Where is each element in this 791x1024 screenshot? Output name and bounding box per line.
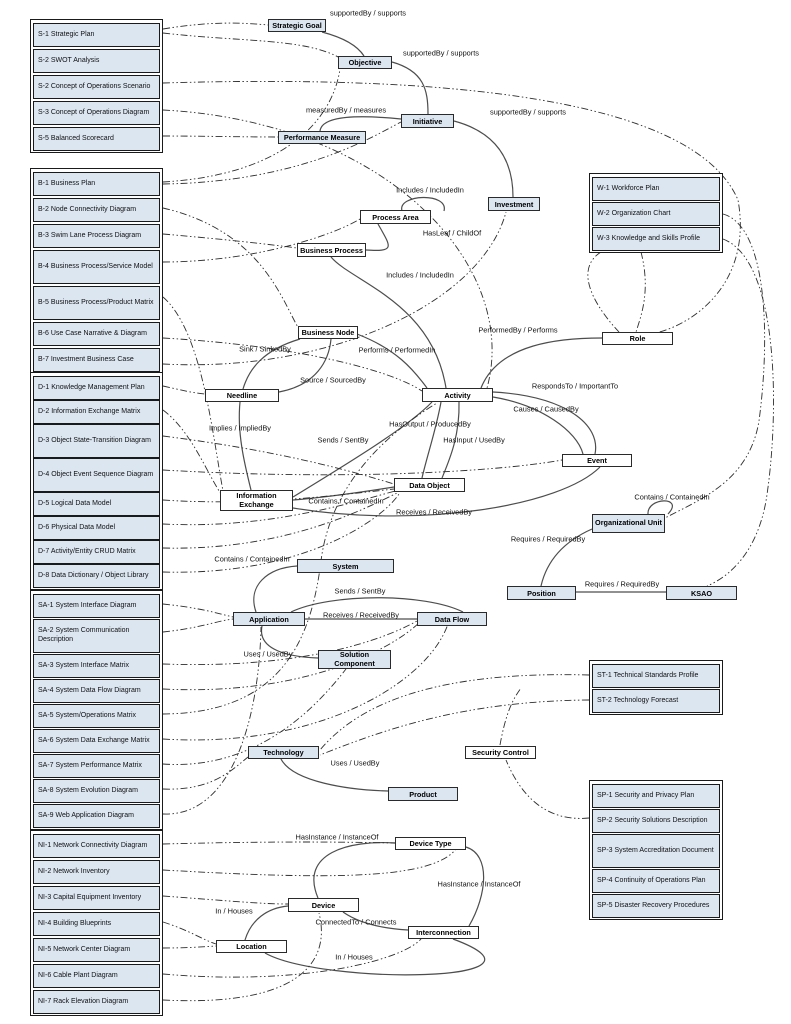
- edge-label: In / Houses: [335, 952, 373, 962]
- entity-business-process: Business Process: [297, 243, 366, 257]
- doc-box: NI-3 Capital Equipment Inventory: [33, 886, 160, 910]
- entity-business-node: Business Node: [298, 326, 358, 339]
- doc-box: S-2 Concept of Operations Scenario: [33, 75, 160, 99]
- doc-box: D-5 Logical Data Model: [33, 492, 160, 516]
- edge-label: Sends / SentBy: [334, 586, 386, 596]
- doclink: [163, 234, 297, 248]
- doc-group-security: [589, 780, 723, 920]
- edge-device-devicetype: [314, 843, 395, 898]
- doclink: [163, 386, 205, 394]
- entity-technology: Technology: [248, 746, 319, 759]
- entity-position: Position: [507, 586, 576, 600]
- doc-group-strategy: [30, 19, 163, 153]
- entity-interconnection: Interconnection: [408, 926, 479, 939]
- doclink: [163, 757, 248, 789]
- doc-box: B-3 Swim Lane Process Diagram: [33, 224, 160, 248]
- doc-box: NI-4 Building Blueprints: [33, 912, 160, 936]
- doc-box: W-1 Workforce Plan: [592, 177, 720, 201]
- edge-label: Contains / ContainedIn: [308, 496, 384, 506]
- doc-box: SP-5 Disaster Recovery Procedures: [592, 894, 720, 918]
- edge-label: Requires / RequiredBy: [510, 534, 586, 544]
- entity-solution-component: Solution Component: [318, 650, 391, 669]
- edge-label: Receives / ReceivedBy: [323, 610, 399, 620]
- edge-supports-goal-objective: [322, 32, 364, 56]
- doclink: [163, 69, 340, 182]
- entity-information-exchange: Information Exchange: [220, 490, 293, 511]
- doc-box: SA-8 System Evolution Diagram: [33, 779, 160, 803]
- edge-supports-objective-initiative: [392, 62, 428, 114]
- entity-application: Application: [233, 612, 305, 626]
- edge-label: HasInput / UsedBy: [443, 435, 505, 445]
- doc-box: NI-1 Network Connectivity Diagram: [33, 834, 160, 858]
- doc-box: SA-7 System Performance Matrix: [33, 754, 160, 778]
- doclink: [588, 252, 619, 332]
- doclink: [163, 621, 449, 740]
- doclink: [665, 214, 765, 518]
- edge-label: Uses / UsedBy: [330, 758, 380, 768]
- edge-hasleaf: [366, 224, 388, 250]
- doclink: [636, 252, 645, 332]
- doc-box: NI-2 Network Inventory: [33, 860, 160, 884]
- doc-box: SP-1 Security and Privacy Plan: [592, 784, 720, 808]
- entity-data-object: Data Object: [394, 478, 465, 492]
- doclink: [163, 460, 562, 475]
- edge-label: HasInstance / InstanceOf: [295, 832, 379, 842]
- edge-bn-activity: [357, 334, 427, 388]
- doc-box: D-7 Activity/Entity CRUD Matrix: [33, 540, 160, 564]
- doc-box: SA-5 System/Operations Matrix: [33, 704, 160, 728]
- edge-label: Receives / ReceivedBy: [396, 507, 472, 517]
- doclink: [163, 849, 456, 876]
- doclink: [320, 675, 589, 750]
- doc-box: SP-2 Security Solutions Description: [592, 809, 720, 833]
- doc-box: S-3 Concept of Operations Diagram: [33, 101, 160, 125]
- doc-group-network-infrastructure: [30, 830, 163, 1016]
- doclink: [163, 922, 216, 944]
- doc-group-standards: [589, 660, 723, 715]
- edge-label: supportedBy / supports: [489, 107, 567, 117]
- entity-activity: Activity: [422, 388, 493, 402]
- doclink: [163, 619, 233, 632]
- doc-box: ST-1 Technical Standards Profile: [592, 664, 720, 688]
- entity-system: System: [297, 559, 394, 573]
- entity-strategic-goal: Strategic Goal: [268, 19, 326, 32]
- doc-box: D-8 Data Dictionary / Object Library: [33, 564, 160, 588]
- edge-label: measuredBy / measures: [305, 105, 387, 115]
- edge-label: Sink / SinkedBy: [239, 344, 291, 354]
- doc-box: SA-9 Web Application Diagram: [33, 804, 160, 828]
- edge-location-interconnection: [265, 939, 485, 975]
- doc-box: ST-2 Technology Forecast: [592, 689, 720, 713]
- doc-box: D-2 Information Exchange Matrix: [33, 400, 160, 424]
- entity-location: Location: [216, 940, 287, 953]
- edge-label: HasLeaf / ChildOf: [422, 228, 482, 238]
- edge-label: Includes / IncludedIn: [396, 185, 464, 195]
- entity-performance-measure: Performance Measure: [278, 131, 366, 144]
- edge-label: Requires / RequiredBy: [584, 579, 660, 589]
- edge-label: PerformedBy / Performs: [478, 325, 558, 335]
- edge-label: Sends / SentBy: [317, 435, 369, 445]
- edge-label: HasInstance / InstanceOf: [437, 879, 521, 889]
- doc-box: D-3 Object State-Transition Diagram: [33, 424, 160, 458]
- doc-box: B-4 Business Process/Service Model: [33, 250, 160, 284]
- edge-label: supportedBy / supports: [329, 8, 407, 18]
- doclink: [163, 939, 421, 977]
- doclink: [163, 604, 233, 617]
- entity-objective: Objective: [338, 56, 392, 69]
- doclink: [163, 23, 268, 29]
- edge-label: Source / SourcedBy: [300, 375, 366, 385]
- doclink: [506, 760, 589, 818]
- edge-label: Uses / UsedBy: [243, 649, 293, 659]
- edge-label: In / Houses: [215, 906, 253, 916]
- doclink: [707, 239, 774, 586]
- doc-box: B-1 Business Plan: [33, 172, 160, 196]
- entity-event: Event: [562, 454, 632, 467]
- doclink: [320, 700, 589, 755]
- doclink: [163, 913, 321, 1001]
- doc-group-systems-applications: [30, 590, 163, 830]
- doclink: [163, 208, 299, 329]
- entity-ksao: KSAO: [666, 586, 737, 600]
- doc-group-business: [30, 168, 163, 374]
- doc-box: SA-6 System Data Exchange Matrix: [33, 729, 160, 753]
- edge-label: ConnectedTo / Connects: [315, 917, 397, 927]
- doc-box: B-6 Use Case Narrative & Diagram: [33, 322, 160, 346]
- edge-orgunit-selfloop: [648, 501, 672, 514]
- doc-box: S-2 SWOT Analysis: [33, 49, 160, 73]
- edge-label: Causes / CausedBy: [513, 404, 579, 414]
- doc-box: NI-7 Rack Elevation Diagram: [33, 990, 160, 1014]
- entity-device: Device: [288, 898, 359, 912]
- edge-activity-event-responds: [493, 392, 596, 454]
- doc-group-data: [30, 372, 163, 590]
- entity-device-type: Device Type: [395, 837, 466, 850]
- doc-group-workforce: [589, 173, 723, 253]
- entity-role: Role: [602, 332, 673, 345]
- entity-security-control: Security Control: [465, 746, 536, 759]
- entity-data-flow: Data Flow: [417, 612, 487, 626]
- edge-activity-dataobject-output: [422, 402, 441, 478]
- doc-box: B-2 Node Connectivity Diagram: [33, 198, 160, 222]
- edge-measures: [320, 117, 401, 131]
- doc-box: W-2 Organization Chart: [592, 202, 720, 226]
- entity-product: Product: [388, 787, 458, 801]
- doc-box: SA-2 System Communication Description: [33, 619, 160, 653]
- entity-process-area: Process Area: [360, 210, 431, 224]
- edge-label: supportedBy / supports: [402, 48, 480, 58]
- doc-box: S-5 Balanced Scorecard: [33, 127, 160, 151]
- doc-box: SP-4 Continuity of Operations Plan: [592, 869, 720, 893]
- doc-box: W-3 Knowledge and Skills Profile: [592, 227, 720, 251]
- doclink: [163, 896, 288, 904]
- entity-initiative: Initiative: [401, 114, 454, 128]
- edge-label: Contains / ContainedIn: [214, 554, 290, 564]
- edge-label: Implies / ImpliedBy: [208, 423, 272, 433]
- edge-label: Performs / PerformedIn: [358, 345, 436, 355]
- doc-box: D-4 Object Event Sequence Diagram: [33, 458, 160, 492]
- doc-box: SP-3 System Accreditation Document: [592, 834, 720, 868]
- doc-box: D-6 Physical Data Model: [33, 516, 160, 540]
- doclink: [163, 136, 278, 137]
- doc-box: D-1 Knowledge Management Plan: [33, 376, 160, 400]
- doc-box: S-1 Strategic Plan: [33, 23, 160, 47]
- doc-box: SA-4 System Data Flow Diagram: [33, 679, 160, 703]
- entity-needline: Needline: [205, 389, 279, 402]
- doc-box: B-7 Investment Business Case: [33, 348, 160, 372]
- doc-box: NI-5 Network Center Diagram: [33, 938, 160, 962]
- edge-label: HasOutput / ProducedBy: [389, 419, 471, 429]
- doclink: [163, 33, 340, 58]
- doc-box: SA-3 System Interface Matrix: [33, 654, 160, 678]
- edge-application-system: [254, 566, 297, 612]
- edge-activity-role: [481, 338, 602, 388]
- doc-box: NI-6 Cable Plant Diagram: [33, 964, 160, 988]
- doc-box: B-5 Business Process/Product Matrix: [33, 286, 160, 320]
- doclink: [163, 946, 216, 948]
- edge-label: RespondsTo / ImportantTo: [531, 381, 619, 391]
- edge-label: Contains / ContainedIn: [634, 492, 710, 502]
- entity-organizational-unit: Organizational Unit: [592, 514, 665, 533]
- edge-label: Includes / IncludedIn: [386, 270, 454, 280]
- doclink: [500, 688, 521, 745]
- doc-box: SA-1 System Interface Diagram: [33, 594, 160, 618]
- entity-investment: Investment: [488, 197, 540, 211]
- edge-needline-ie-implies: [239, 402, 251, 490]
